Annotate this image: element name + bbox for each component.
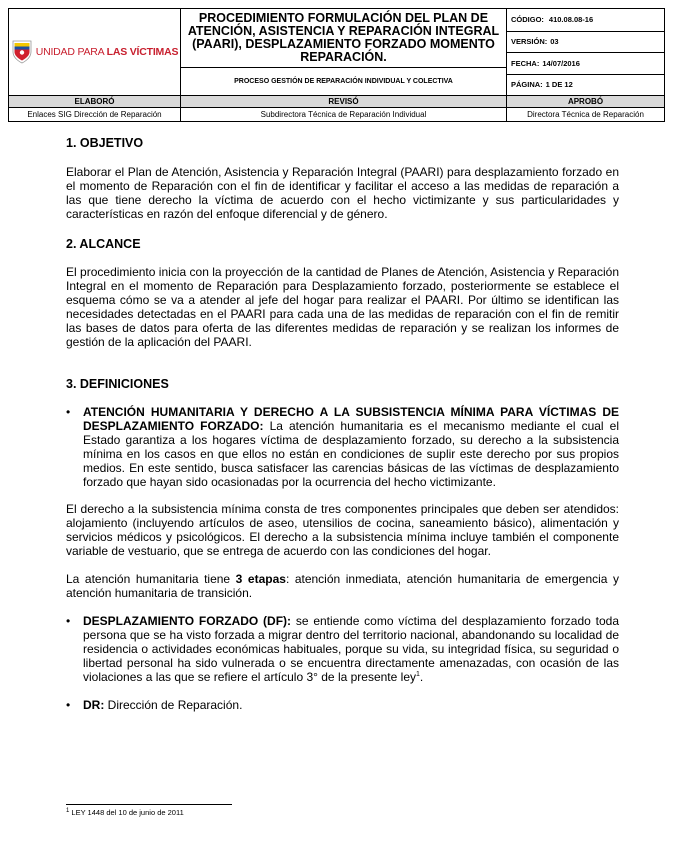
footnote-mark: 1 — [66, 808, 70, 814]
aprobo-header: APROBÓ — [507, 96, 665, 108]
elaboro-header: ELABORÓ — [9, 96, 181, 108]
definition-text: se entiende como víctima del desplazamiento forzado toda persona que se ha visto forzada a migrar dentro del territorio nacional, abandonando su localidad de residencia o actividades económicas habituales, porque su vida, su integridad física, su seguridad o libertad personal ha sido vulnerada o se encuentra directamente amenazadas, con ocasión de las violaciones a las que se refiere el artículo 3° de la presente ley — [83, 614, 619, 684]
page-value: 1 DE 12 — [545, 80, 573, 90]
definition-text: Dirección de Reparación. — [104, 698, 243, 712]
elaboro-value: Enlaces SIG Dirección de Reparación — [9, 108, 181, 122]
page-label: PÁGINA: — [511, 80, 543, 90]
section-definiciones-title: 3. DEFINICIONES — [66, 377, 169, 391]
footnote-divider — [66, 804, 232, 805]
unidad-victimas-logo — [9, 39, 180, 65]
date-label: FECHA: — [511, 58, 540, 68]
section-objetivo-title: 1. OBJETIVO — [66, 136, 144, 150]
page-row — [507, 74, 664, 96]
bullet-icon: • — [66, 698, 71, 712]
code-value: 410.08.08-16 — [548, 15, 594, 25]
version-row — [507, 31, 664, 53]
date-value: 14/07/2016 — [542, 58, 580, 68]
definition-term: DESPLAZAMIENTO FORZADO (DF): — [83, 614, 292, 628]
definition-term: DR: — [83, 698, 105, 712]
date-row — [507, 52, 664, 74]
section-alcance-title: 2. ALCANCE — [66, 237, 141, 251]
footnote-reference[interactable]: 1 — [416, 671, 420, 678]
definition-item-dr — [66, 698, 619, 712]
reviso-header: REVISÓ — [181, 96, 507, 108]
version-label: VERSIÓN: — [511, 37, 548, 47]
section-objetivo-text: Elaborar el Plan de Atención, Asistencia y Reparación Integral (PAARI) para desplazamiento forzado en el momento de Reparación con el fin de identificar y facilitar el acceso a las medidas de reparación a las que tiene derecho la víctima de acuerdo con el hecho victimizante y sus particularidades y características en razón del enfoque diferencial y de género. — [66, 165, 619, 221]
logo-cell — [9, 9, 181, 96]
meta-cell — [507, 9, 665, 96]
bullet-icon: • — [66, 614, 71, 628]
stages-paragraph: La atención humanitaria tiene 3 etapas: atención inmediata, atención humanitaria de emergencia y atención humanitaria de transición. — [66, 572, 620, 600]
process-name: PROCESO GESTIÓN DE REPARACIÓN INDIVIDUAL Y COLECTIVA — [234, 77, 453, 85]
coat-of-arms-icon — [11, 39, 33, 65]
aprobo-value: Directora Técnica de Reparación — [507, 108, 665, 122]
definition-text: La atención humanitaria es el mecanismo mediante el cual el Estado garantiza a los hogares víctima de desplazamiento forzado, su derecho a la subsistencia mínima en los casos en que ellos no están en condiciones de suplir este derecho por sus propios medios. En este sentido, busca satisfacer las carencias básicas de las víctimas de desplazamiento forzado que hayan sido ocasionadas por la ocurrencia del hecho victimizante. — [83, 419, 620, 489]
footnote-text: LEY 1448 del 10 de junio de 2011 — [69, 808, 184, 817]
definition-term: ATENCIÓN HUMANITARIA Y DERECHO A LA SUBSISTENCIA MÍNIMA PARA VÍCTIMAS DE DESPLAZAMIENTO FORZADO: — [83, 405, 619, 433]
footnote — [66, 808, 184, 817]
subsistence-paragraph: El derecho a la subsistencia mínima consta de tres componentes principales que deben ser atendidos: alojamiento (incluyendo artículos de aseo, utensilios de cocina, saneamiento básico), alimentación y servicios médicos y psicológicos. El derecho a la subsistencia mínima incluye también el componente variable de vestuario, que se entrega de acuerdo con las condiciones del hogar. — [66, 502, 619, 558]
definition-item-atencion-humanitaria — [66, 405, 619, 489]
reviso-value: Subdirectora Técnica de Reparación Individual — [181, 108, 507, 122]
version-value: 03 — [550, 37, 559, 47]
bullet-icon: • — [66, 405, 71, 419]
document-title: PROCEDIMIENTO FORMULACIÓN DEL PLAN DE ATENCIÓN, ASISTENCIA Y REPARACIÓN INTEGRAL (PAARI), DESPLAZAMIENTO FORZADO MOMENTO REPARACIÓN. — [181, 10, 506, 68]
logo-text: UNIDAD PARA LAS VÍCTIMAS — [35, 46, 179, 58]
code-label: CÓDIGO: — [511, 15, 544, 25]
document-header — [8, 8, 665, 122]
section-alcance-text: El procedimiento inicia con la proyección de la cantidad de Planes de Atención, Asistencia y Reparación Integral en el momento de Reparación para Desplazamiento forzado, posteriormente se establece el esquema cómo se va a atender al jefe del hogar para realizar el PAARI. Por último se identifican las necesidades detectadas en el PAARI para cada una de las medidas de reparación con el fin de remitir las bases de datos para oferta de las diferentes medidas de reparación y se realizan los informes de gestión de la aplicación del PAARI. — [66, 265, 619, 349]
definition-item-desplazamiento: • DESPLAZAMIENTO FORZADO (DF): se entiende como víctima del desplazamiento forzado toda persona que se ha visto forzada a migrar dentro del territorio nacional, abandonando su localidad de residencia o actividades económicas habituales, porque su vida, su integridad física, su seguridad o libertad personal ha sido vulnerada o se encuentra directamente amenazadas, con ocasión de las violaciones a las que se refiere el artículo 3° de la presente ley$^1$. — [66, 614, 619, 684]
title-cell — [181, 9, 507, 96]
document-body — [66, 136, 619, 712]
code-row — [507, 9, 664, 31]
